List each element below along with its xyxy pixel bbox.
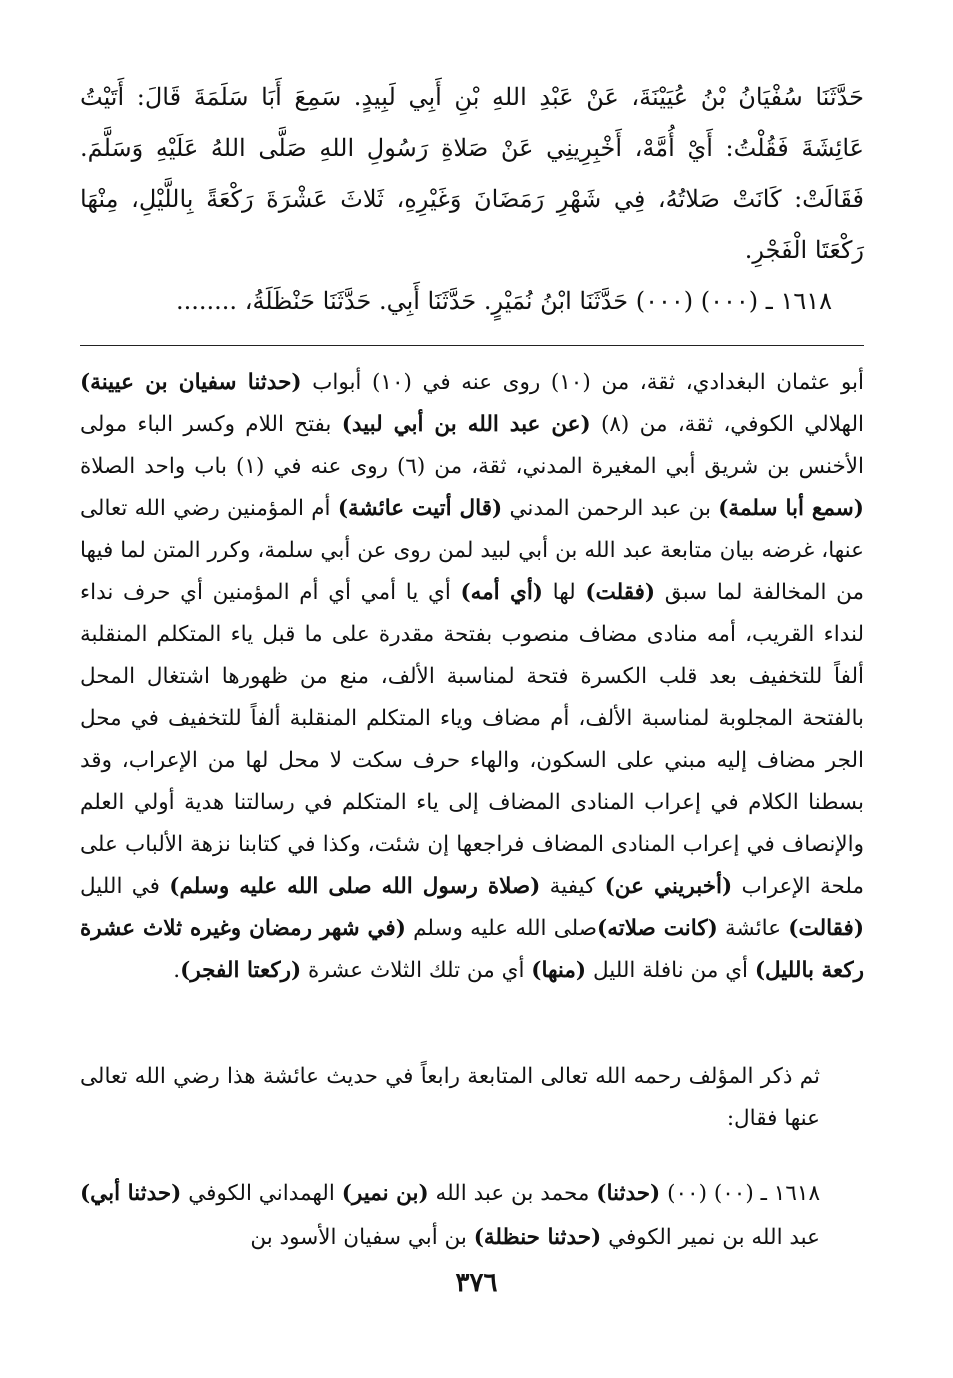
text-segment: أبو عثمان البغدادي، ثقة، من (١٠) روى عنه في (١٠) أبواب (301, 370, 865, 395)
continuation-paragraph (80, 1172, 864, 1260)
text-segment: صلى الله عليه وسلم (405, 916, 598, 941)
bold-quote-segment: (حدثنا سفيان بن عيينة) (80, 370, 302, 395)
text-segment: بفتح اللام وكسر الباء مولى الأخنس بن شريق أبي المغيرة المدني، ثقة، من (٦) روى عنه في (١) باب واحد الصلاة (80, 412, 865, 479)
text-segment: الهمداني الكوفي (181, 1181, 342, 1206)
bold-quote-segment: (منها) (531, 958, 587, 983)
commentary-paragraph (80, 362, 864, 992)
bold-quote-segment: (أخبريني عن) (604, 874, 733, 899)
hadith-main-text: حَدَّثَنَا سُفْيَانُ بْنُ عُيَيْنَةَ، عَنْ عَبْدِ اللهِ بْنِ أَبِي لَبِيدٍ. سَمِعَ أَبَا سَلَمَةَ قَالَ: أَتَيْتُ عَائِشَةَ فَقُلْتُ: أَيْ أُمَّهْ، أَخْبِرِينِي عَنْ صَلاةِ رَسُولِ اللهِ صَلَّى اللهُ عَلَيْهِ وَسَلَّمَ. فَقَالَتْ: كَانَتْ صَلاتُهُ، فِي شَهْرِ رَمَضَانَ وَغَيْرِهِ، ثَلاثَ عَشْرَةَ رَكْعَةً بِاللَّيْلِ، مِنْهَا رَكْعَتَا الْفَجْرِ. (80, 83, 864, 264)
bold-quote-segment: (صلاة رسول الله صلى الله عليه وسلم) (169, 874, 541, 899)
text-segment: في الليل (80, 874, 170, 899)
transition-paragraph: ثم ذكر المؤلف رحمه الله تعالى المتابعة رابعاً في حديث عائشة هذا رضي الله تعالى عنها فقال: (80, 1064, 820, 1131)
bold-quote-segment: (ركعتا الفجر) (180, 958, 302, 983)
bold-quote-segment: (حدثنا أبي) (80, 1181, 182, 1206)
bold-quote-segment: (كانت صلاته) (597, 916, 718, 941)
text-segment: الهلالي الكوفي، ثقة، من (٨) (590, 412, 864, 437)
text-segment: أي من نافلة الليل (586, 958, 755, 983)
text-segment: بن أبي سفيان الأسود بن (250, 1225, 474, 1250)
next-hadith-number: ١٦١٨ ـ (٠٠٠) (٠٠٠) (635, 287, 832, 315)
next-hadith-line (80, 276, 864, 327)
bold-quote-segment: (قال أتيت عائشة) (337, 496, 503, 521)
page-number: ٣٧٦ (455, 1268, 498, 1298)
continuation-block (80, 1172, 864, 1260)
transition-block (80, 1056, 864, 1140)
hadith-text-block (80, 72, 864, 327)
bold-quote-segment: (أي أمه) (460, 580, 543, 605)
bold-quote-segment: (عن عبد الله بن أبي لبيد) (341, 412, 591, 437)
bold-quote-segment: (بن نمير) (341, 1181, 429, 1206)
bold-quote-segment: (سمع أبا سلمة) (718, 496, 864, 521)
text-segment: عائشة (717, 916, 789, 941)
text-segment: أي يا أمي أي أم المؤمنين أي حرف نداء لنداء القريب، أمه منادى مضاف منصوب بفتحة مقدرة على ما قبل ياء المتكلم المنقلبة ألفاً للتخفيف بعد قلب الكسرة فتحة لمناسبة الألف، منع من ظهورها اشتغال المحل بالفتحة المجلوبة لمناسبة الألف، أم مضاف وياء المتكلم المنقلبة ألفاً للتخفيف في محل الجر مضاف إليه مبني على السكون، والهاء حرف سكت لا محل لها من الإعراب، وقد بسطنا الكلام في إعراب المنادى المضاف إلى ياء المتكلم في رسالتنا هدية أولي العلم والإنصاف في إعراب المنادى المضاف فراجعها إن شئت، وكذا في كتابنا نزهة الألباب على ملحة الإعراب (80, 580, 864, 899)
text-segment: عبد الله بن نمير الكوفي (601, 1225, 820, 1250)
text-segment: أي من تلك الثلاث عشرة (301, 958, 532, 983)
bold-quote-segment: (حدثنا حنظلة) (473, 1225, 602, 1250)
text-segment: أم المؤمنين رضي الله تعالى عنها، غرضه بيان متابعة عبد الله بن أبي لبيد لمن روى عن أبي سلمة، وكرر المتن لما فيها من المخالفة لما سبق (80, 496, 864, 605)
text-segment: ١٦١٨ ـ (٠٠) (٠٠) (660, 1181, 820, 1206)
bold-quote-segment: (حدثنا) (596, 1181, 661, 1206)
text-segment: محمد بن عبد الله (428, 1181, 597, 1206)
text-segment: . (173, 958, 181, 983)
text-segment: لها (542, 580, 586, 605)
text-segment: كيفية (540, 874, 605, 899)
text-segment: بن عبد الرحمن المدني (502, 496, 719, 521)
footnote-divider (80, 345, 864, 346)
next-hadith-chain: حَدَّثَنَا ابْنُ نُمَيْرٍ. حَدَّثَنَا أَبِي. حَدَّثَنَا حَنْظَلَةُ، ........ (176, 287, 629, 315)
bold-quote-segment: (فقالت) (788, 916, 864, 941)
bold-quote-segment: (في شهر رمضان وغيره ثلاث عشرة ركعة بالليل) (80, 916, 864, 983)
commentary-block (80, 362, 864, 992)
bold-quote-segment: (فقلت) (585, 580, 656, 605)
